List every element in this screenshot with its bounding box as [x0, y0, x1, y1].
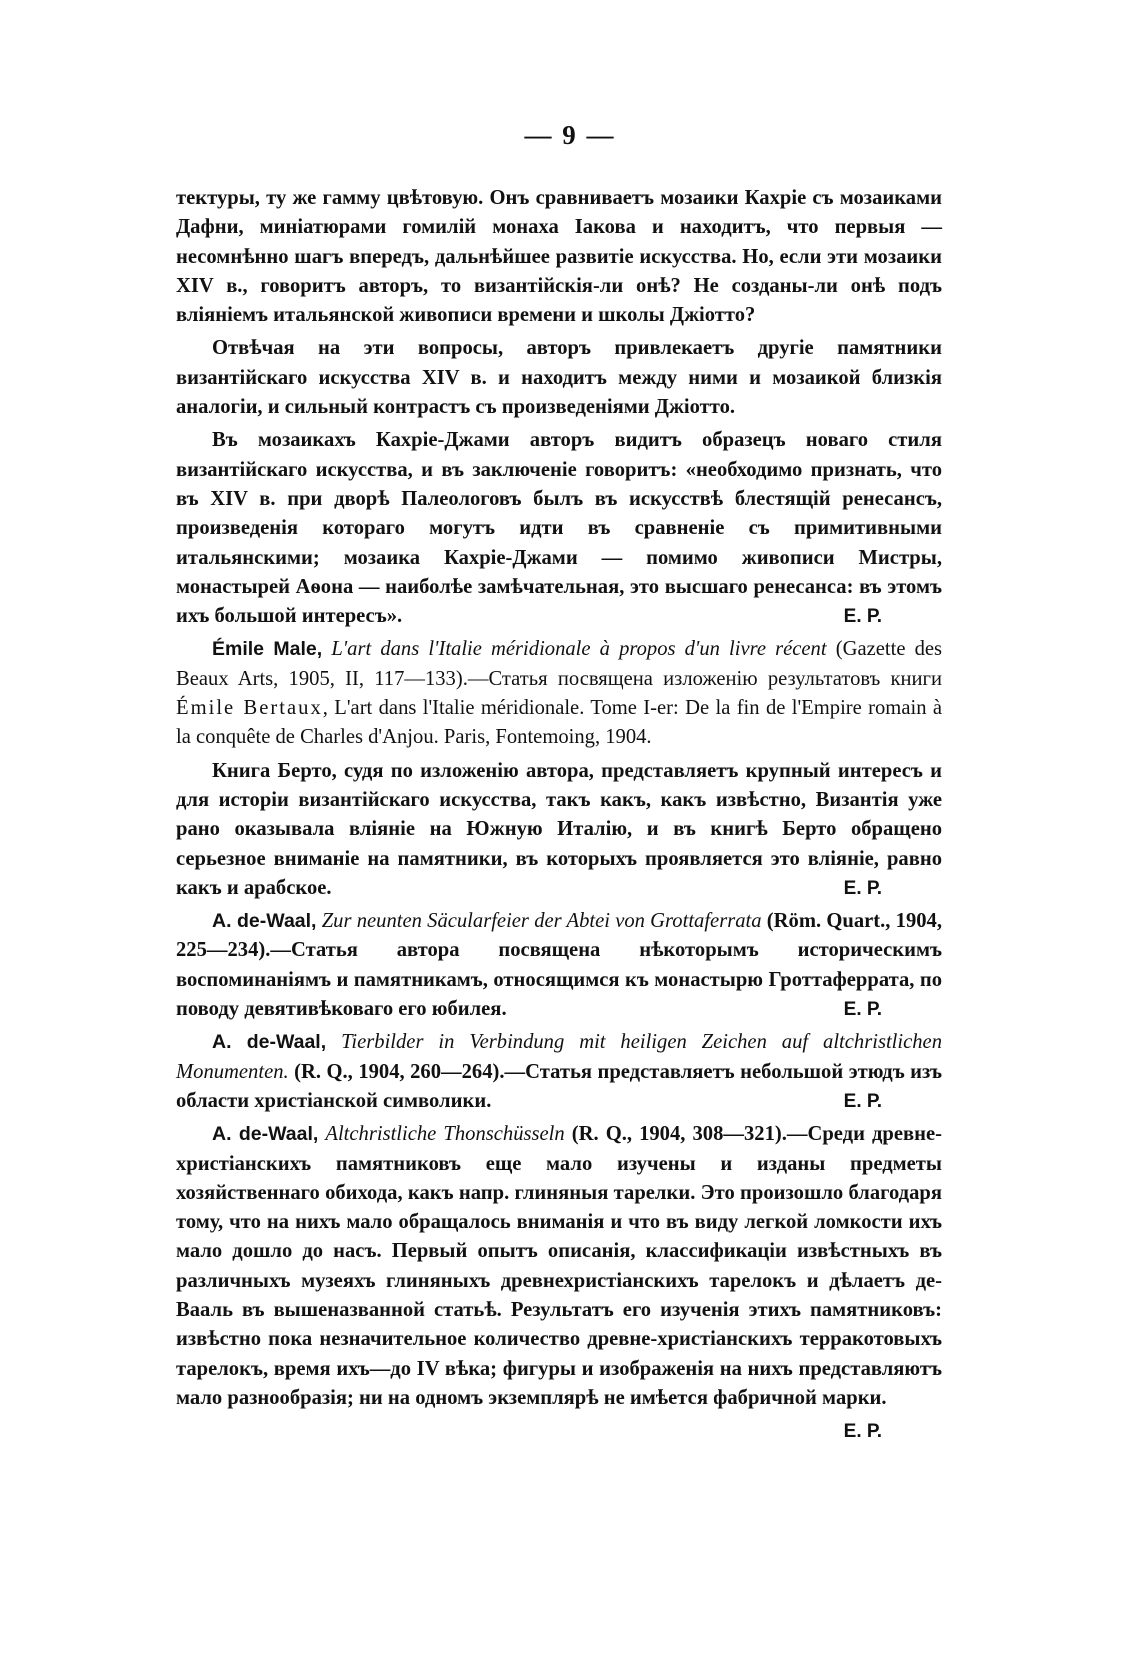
entry-rest: (Röm. Quart., 1904, 225—234).—Статья автора посвящена нѣкоторымъ историческимъ воспоминаніямъ и памятникамъ, относящимся къ монастырю Гроттаферрата, по поводу девятивѣковаго его юбилея. — [176, 910, 943, 1021]
paragraph-text: Въ мозаикахъ Кахріе-Джами авторъ видитъ образецъ новаго стиля византійскаго искусства, и въ заключеніе говоритъ: «необходимо признать, что въ XIV в. при дворѣ Палеологовъ былъ въ искусствѣ блестящій ренесансъ, произведенія котораго могутъ идти въ сравненіе съ примитивными итальянскими; мозаика Кахріе-Джами — помимо живописи Мистры, монастырей Аѳона — наиболѣе замѣчательная, это высшаго ренесанса: въ этомъ ихъ большой интересъ». — [176, 429, 942, 628]
entry-reference: (Gazette des Beaux Arts, 1905, II, 117—133).—Статья посвящена изложенію результатовъ книги — [176, 638, 943, 690]
signature: Е. Р. — [843, 877, 882, 899]
bibliography-entry — [176, 635, 942, 752]
entry-author: Émile Male, — [212, 638, 323, 661]
body-text — [176, 184, 942, 1450]
entry-title: Tierbilder in Verbindung mit heiligen Zeichen auf altchristlichen Monumenten. — [176, 1031, 942, 1083]
paragraph-text: Книга Берто, судя по изложенію автора, представляетъ крупный интересъ и для исторіи византійскаго искусства, такъ какъ, какъ извѣстно, Византія уже рано оказывала вліяніе на Южную Италію, и въ книгѣ Берто обращено серьезное вниманіе на памятники, въ которыхъ проявляется это вліяніе, равно какъ и арабское. — [176, 759, 942, 899]
signature: Е. Р. — [843, 999, 882, 1021]
entry-author: A. de-Waal, — [212, 1123, 319, 1146]
paragraph-continuation: тектуры, ту же гамму цвѣтовую. Онъ сравниваетъ мозаики Кахріе съ мозаиками Дафни, миніатюрами гомилій монаха Іакова и находитъ, что первыя — несомнѣнно шагъ впередъ, дальнѣйшее развитіе искусства. Но, если эти мозаики XIV в., говоритъ авторъ, то византійскія-ли онѣ? Не созданы-ли онѣ подъ вліяніемъ итальянской живописи времени и школы Джіотто? — [176, 187, 942, 327]
entry-title: L'art dans l'Italie méridionale à propos d'un livre récent — [331, 638, 827, 661]
entry-title: Altchristliche Thonschüsseln — [325, 1123, 565, 1146]
paragraph — [176, 426, 942, 631]
entry-rest: (R. Q., 1904, 260—264).—Статья представляетъ небольшой этюдъ изъ области христіанской символики. — [176, 1060, 942, 1112]
entry-author: A. de-Waal, — [212, 910, 317, 933]
entry-title: Zur neunten Säcularfeier der Abtei von Grottaferrata — [321, 910, 762, 933]
signature: Е. Р. — [843, 1421, 882, 1443]
entry-author: A. de-Waal, — [212, 1031, 327, 1054]
signature: Е. Р. — [843, 606, 882, 628]
entry-rest: , L'art dans l'Italie méridionale. Tome I-er: De la fin de l'Empire romain à la conquête de Charles d'Anjou. Paris, Fontemoing, 1904. — [176, 697, 942, 749]
paragraph: Отвѣчая на эти вопросы, авторъ привлекаетъ другіе памятники византійскаго искусства XIV в. и находитъ между ними и мозаикой близкія аналогіи, и сильный контрастъ съ произведеніями Джіотто. — [176, 337, 942, 419]
bibliography-entry — [176, 1028, 942, 1116]
page-number: — 9 — — [524, 120, 616, 150]
paragraph — [176, 757, 942, 903]
entry-rest: (R. Q., 1904, 308—321).—Среди древне-христіанскихъ памятниковъ еще мало изучены и изданы предметы хозяйственнаго обихода, какъ напр. глиняныя тарелки. Это произошло благодаря тому, что на нихъ мало обращалось вниманія и что въ виду легкой ломкости ихъ мало дошло до насъ. Первый опытъ описанія, классификаціи извѣстныхъ въ различныхъ музеяхъ глиняныхъ древнехристіанскихъ тарелокъ и дѣлаетъ де-Вааль въ вышеназванной статьѣ. Результатъ его изученія этихъ памятниковъ: извѣстно пока незначительное количество древне-христіанскихъ терракотовыхъ тарелокъ, время ихъ—до IV вѣка; фигуры и изображенія на нихъ представляютъ мало разнообразія; ни на одномъ экземплярѣ не имѣется фабричной марки. — [176, 1123, 943, 1409]
bibliography-entry — [176, 907, 942, 1024]
signature: Е. Р. — [843, 1090, 882, 1112]
entry-cited-author: Émile Bertaux — [176, 697, 323, 720]
bibliography-entry — [176, 1120, 942, 1413]
